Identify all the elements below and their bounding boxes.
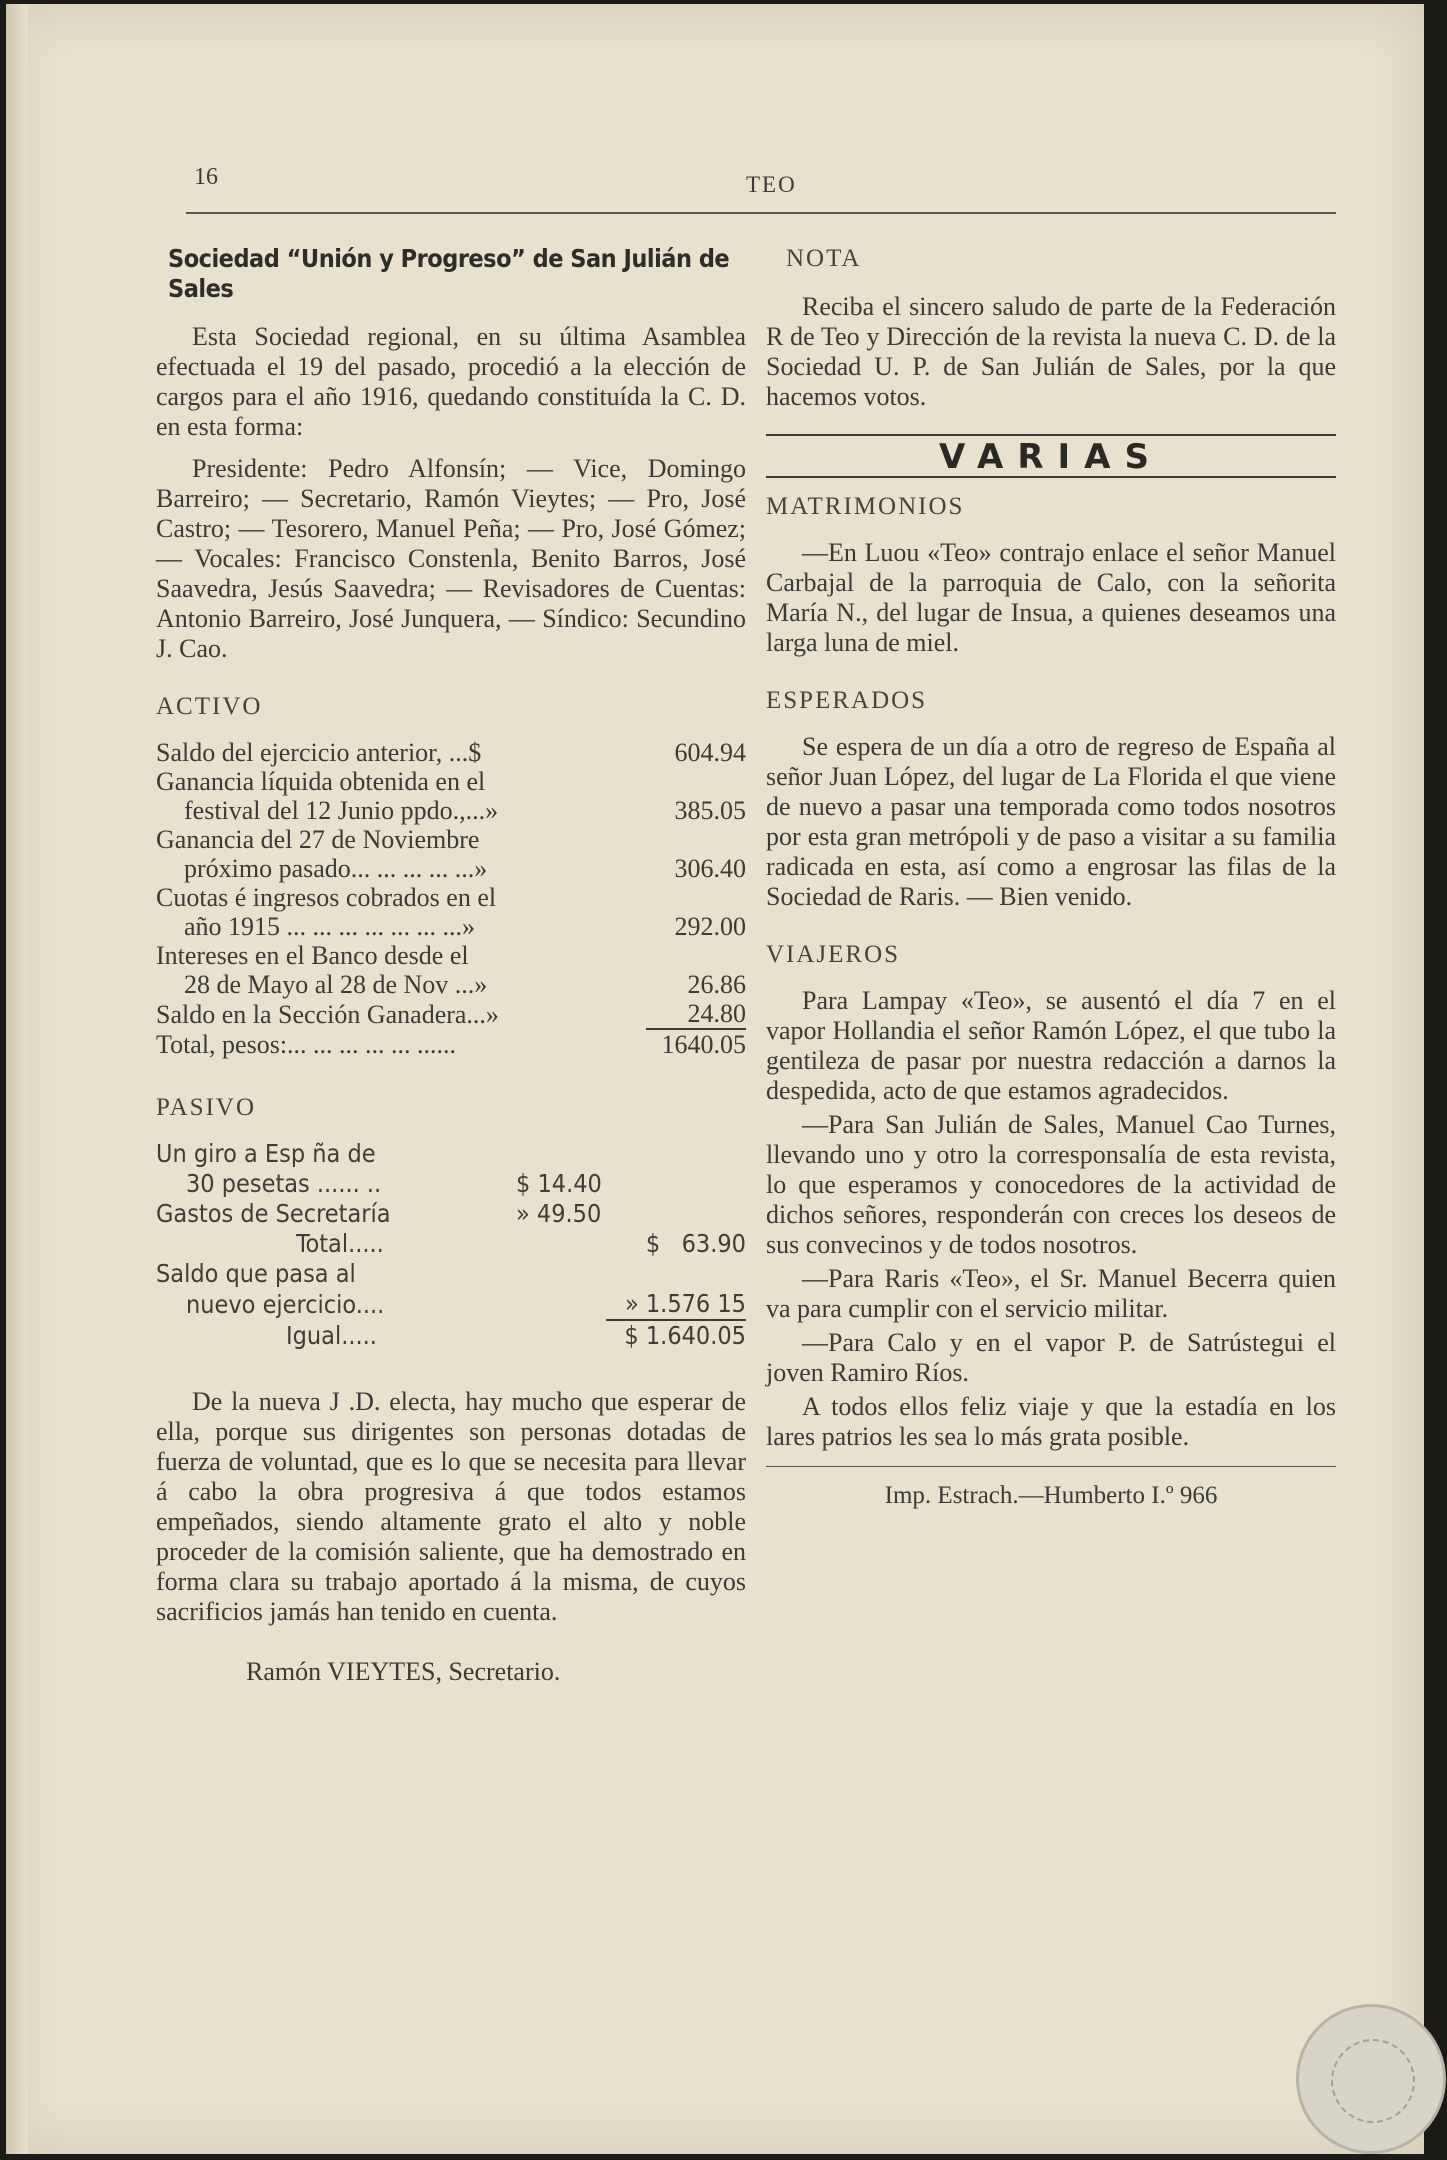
article-title: Sociedad “Unión y Progreso” de San Julián de Sales <box>168 244 730 303</box>
pasivo-igual-amount: $ 1.640.05 <box>606 1320 746 1351</box>
pasivo-heading: PASIVO <box>156 1094 257 1121</box>
activo-label: Saldo en la Sección Ganadera...» <box>156 1000 499 1029</box>
nota-heading: NOTA <box>786 245 862 272</box>
esperados-heading: ESPERADOS <box>766 687 928 714</box>
imprint: Imp. Estrach.—Humberto I.º 966 <box>884 1482 1218 1509</box>
activo-amount: 385.05 <box>674 796 746 825</box>
viajeros-paragraph: Para Lampay «Teo», se ausentó el día 7 en el vapor Hollandia el señor Ramón López, el que tubo la gentileza de pasar por nuestra redacción a darnos la despedida, acto de que estamos agradecidos. <box>766 986 1336 1105</box>
pasivo-table <box>156 1139 746 1351</box>
activo-row <box>156 970 746 999</box>
pasivo-label: Un giro a Esp ña de <box>156 1139 376 1168</box>
activo-amount: 24.80 <box>687 999 746 1028</box>
activo-amount <box>646 941 746 970</box>
pasivo-label: 30 pesetas ...... .. <box>186 1169 382 1198</box>
activo-row <box>156 912 746 941</box>
matrimonios-paragraph: —En Luou «Teo» contrajo enlace el señor Manuel Carbajal de la parroquia de Calo, con la señorita María N., del lugar de Insua, a quienes deseamos una larga luna de miel. <box>766 538 1336 657</box>
activo-row <box>156 999 746 1029</box>
activo-row <box>156 883 746 912</box>
activo-label: próximo pasado... ... ... ... ...» <box>184 854 488 883</box>
activo-amount: 292.00 <box>674 912 746 941</box>
pasivo-row <box>156 1289 746 1320</box>
activo-amount <box>646 883 746 912</box>
activo-heading: ACTIVO <box>156 693 263 720</box>
running-head: TEO <box>746 172 797 197</box>
pasivo-label: Saldo que pasa al <box>156 1259 356 1288</box>
viajeros-paragraph: A todos ellos feliz viaje y que la estadía en los lares patrios les sea lo más grata posible. <box>766 1392 1336 1451</box>
pasivo-igual-row <box>156 1320 746 1351</box>
activo-total-row <box>156 1029 746 1059</box>
varias-top-rule <box>766 434 1336 436</box>
pasivo-total-label: Total..... <box>296 1229 384 1258</box>
varias-title: VARIAS <box>939 437 1163 477</box>
intro-paragraph: Esta Sociedad regional, en su última Asamblea efectuada el 19 del pasado, procedió a la elección de cargos para el año 1916, quedando constituída la C. D. en esta forma: <box>156 322 746 441</box>
activo-row <box>156 825 746 854</box>
activo-row <box>156 796 746 825</box>
activo-label: año 1915 ... ... ... ... ... ... ...» <box>184 912 476 941</box>
viajeros-heading: VIAJEROS <box>766 941 901 968</box>
esperados-paragraph: Se espera de un día a otro de regreso de España al señor Juan López, del lugar de La Florida el que viene de nuevo a pasar una temporada como todos nosotros por esta gran metrópoli y de paso a visitar a su familia radicada en esta, así como a engrosar las filas de la Sociedad de Raris. — Bien venido. <box>766 732 1336 911</box>
activo-amount <box>646 767 746 796</box>
document-page <box>6 4 1424 2154</box>
signature: Ramón VIEYTES, Secretario. <box>246 1657 561 1686</box>
pasivo-amount: 14.40 <box>537 1169 602 1198</box>
activo-row <box>156 941 746 970</box>
pasivo-row <box>156 1199 746 1229</box>
activo-amount: 306.40 <box>674 854 746 883</box>
viajeros-paragraph: —Para Raris «Teo», el Sr. Manuel Becerra quien va para cumplir con el servicio militar. <box>766 1264 1336 1323</box>
pasivo-total-amount: 63.90 <box>681 1229 746 1258</box>
activo-table <box>156 738 746 1059</box>
pasivo-currency: $ <box>516 1169 531 1198</box>
pasivo-row <box>156 1169 746 1199</box>
activo-amount: 26.86 <box>687 970 746 999</box>
pasivo-igual-label: Igual..... <box>286 1320 377 1350</box>
activo-amount <box>646 825 746 854</box>
pasivo-amount: 49.50 <box>536 1199 602 1228</box>
left-column <box>156 244 746 1687</box>
header-rule <box>186 212 1336 214</box>
board-paragraph: Presidente: Pedro Alfonsín; — Vice, Domingo Barreiro; — Secretario, Ramón Vieytes; — Pro, José Castro; — Tesorero, Manuel Peña; — Pro, José Gómez; — Vocales: Francisco Constenla, Benito Barros, José Saavedra, Jesús Saavedra; — Revisadores de Cuentas: Antonio Barreiro, José Junquera, — Síndico: Secundino J. Cao. <box>156 454 746 663</box>
activo-label: Cuotas é ingresos cobrados en el <box>156 883 497 912</box>
viajeros-list <box>766 986 1336 1452</box>
page-number: 16 <box>194 164 218 190</box>
viajeros-paragraph: —Para Calo y en el vapor P. de Satrústegui el joven Ramiro Ríos. <box>766 1328 1336 1387</box>
activo-label: 28 de Mayo al 28 de Nov ...» <box>184 970 488 999</box>
matrimonios-heading: MATRIMONIOS <box>766 493 965 520</box>
pasivo-total-currency: $ <box>645 1229 661 1258</box>
pasivo-saldo-amount: » 1.576 15 <box>624 1289 746 1318</box>
activo-total-label: Total, pesos:... ... ... ... ... ...... <box>156 1030 457 1059</box>
activo-amount: 604.94 <box>674 738 746 767</box>
activo-label: festival del 12 Junio ppdo.,...» <box>184 796 499 825</box>
library-seal-stamp <box>1296 2004 1446 2154</box>
pasivo-row <box>156 1259 746 1289</box>
activo-label: Saldo del ejercicio anterior, ...$ <box>156 738 482 767</box>
activo-row <box>156 767 746 796</box>
activo-row <box>156 854 746 883</box>
nota-paragraph: Reciba el sincero saludo de parte de la Federación R de Teo y Dirección de la revista la nueva C. D. de la Sociedad U. P. de San Julián de Sales, por la que hacemos votos. <box>766 292 1336 411</box>
activo-label: Ganancia líquida obtenida en el <box>156 767 486 796</box>
pasivo-row <box>156 1139 746 1169</box>
pasivo-label: nuevo ejercicio.... <box>186 1289 385 1319</box>
activo-total-amount: 1640.05 <box>646 1029 746 1059</box>
footer-rule <box>766 1466 1336 1467</box>
activo-label: Intereses en el Banco desde el <box>156 941 469 970</box>
viajeros-paragraph: —Para San Julián de Sales, Manuel Cao Turnes, llevando uno y otro la corresponsalía de esta revista, lo que esperamos y conocedores de la actividad de dichos señores, responderán con creces los deseos de sus convecinos y de todos nosotros. <box>766 1110 1336 1259</box>
pasivo-label: Gastos de Secretaría <box>156 1199 391 1228</box>
activo-label: Ganancia del 27 de Noviembre <box>156 825 480 854</box>
pasivo-total-row <box>156 1229 746 1259</box>
pasivo-currency: » <box>516 1199 530 1228</box>
right-column <box>766 244 1336 1511</box>
closing-paragraph: De la nueva J .D. electa, hay mucho que esperar de ella, porque sus dirigentes son personas dotadas de fuerza de voluntad, que es lo que se necesita para llevar á cabo la obra progresiva á que todos estamos empeñados, siendo altamente grato el alto y noble proceder de la comisión saliente, que ha demostrado en forma clara su trabajo aportado á la misma, de cuyos sacrificios jamás han tenido en cuenta. <box>156 1387 746 1626</box>
activo-row <box>156 738 746 767</box>
